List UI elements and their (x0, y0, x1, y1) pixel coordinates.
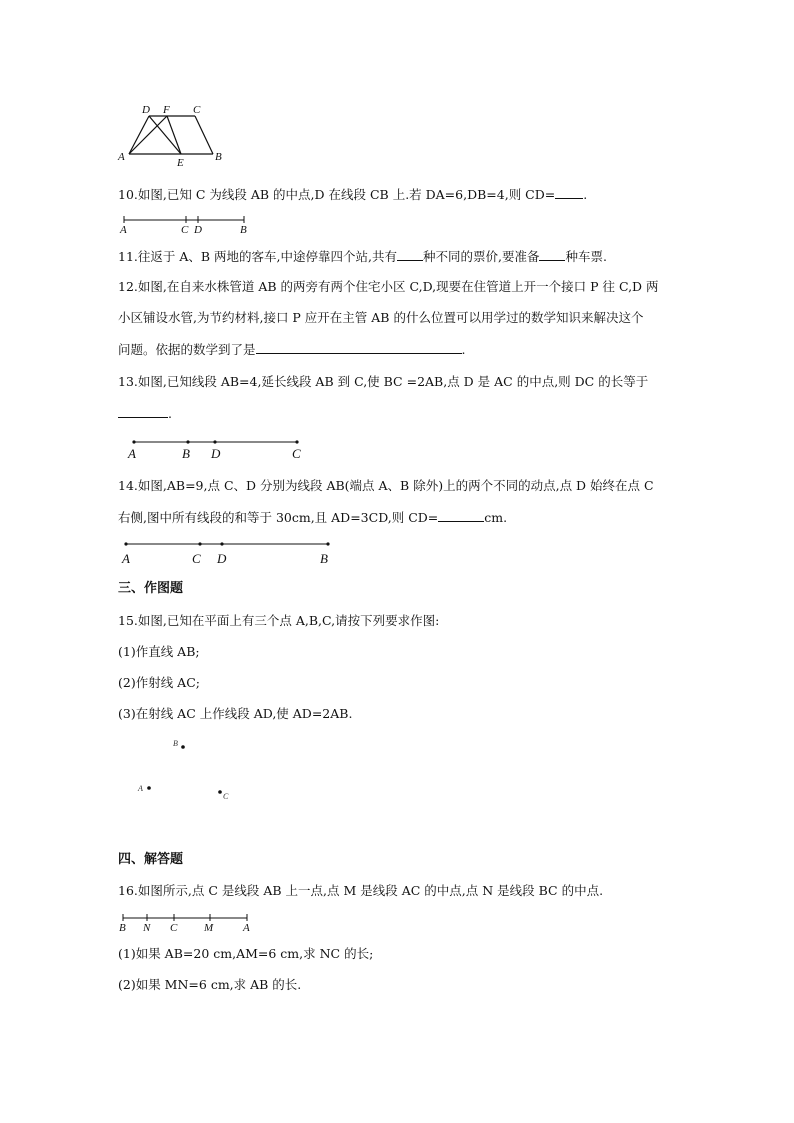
q14-line-figure (118, 536, 348, 568)
question-16-part2: (2)如果 MN=6 cm,求 AB 的长. (118, 977, 302, 992)
segment-af (129, 116, 167, 154)
question-10 (118, 186, 587, 203)
section-heading-drawing: 三、作图题 (118, 581, 184, 596)
point-c (295, 440, 298, 443)
label-a: A (118, 151, 125, 163)
label-f: F (163, 104, 170, 116)
label-d: D (217, 551, 227, 566)
question-13-line1: 13.如图,已知线段 AB=4,延长线段 AB 到 C,使 BC =2AB,点 D 是 AC 的中点,则 DC 的长等于 (118, 374, 649, 389)
question-11-part3: 种车票. (565, 249, 607, 264)
label-b: B (215, 151, 222, 163)
question-12-line3 (118, 341, 466, 358)
question-11 (118, 248, 607, 265)
point-c (218, 790, 222, 794)
point-d (220, 542, 223, 545)
question-16-line1: 16.如图所示,点 C 是线段 AB 上一点,点 M 是线段 AC 的中点,点 N 是线段 BC 的中点. (118, 883, 604, 898)
label-n: N (143, 922, 151, 934)
label-d: D (194, 224, 202, 236)
segment-bc (195, 116, 213, 154)
label-b: B (119, 922, 126, 934)
question-11-part1: 11.往返于 A、B 两地的客车,中途停靠四个站,共有 (118, 249, 397, 264)
segment-ad (129, 116, 149, 154)
point-a (124, 542, 127, 545)
label-b: B (240, 224, 247, 236)
question-15-line1: 15.如图,已知在平面上有三个点 A,B,C,请按下列要求作图: (118, 613, 440, 628)
question-13-line2 (118, 405, 172, 422)
answer-blank[interactable] (118, 405, 168, 418)
question-15-step3: (3)在射线 AC 上作线段 AD,使 AD=2AB. (118, 706, 353, 721)
segment-de (149, 116, 181, 154)
label-a: A (243, 922, 250, 934)
trapezoid-figure (115, 100, 235, 170)
question-16-part1: (1)如果 AB=20 cm,AM=6 cm,求 NC 的长; (118, 946, 374, 961)
question-12-text: 问题。依据的数学到了是 (118, 342, 256, 357)
question-14-tail: cm. (484, 510, 508, 525)
label-a: A (128, 446, 136, 461)
question-14-line1: 14.如图,AB=9,点 C、D 分别为线段 AB(端点 A、B 除外)上的两个不同的动点,点 D 始终在点 C (118, 478, 654, 493)
label-c: C (223, 792, 229, 801)
question-12-tail: . (461, 342, 466, 357)
q13-line-figure (124, 434, 314, 462)
point-c (198, 542, 201, 545)
label-c: C (181, 224, 189, 236)
question-10-tail: . (583, 187, 588, 202)
answer-blank[interactable] (256, 341, 462, 354)
label-d: D (211, 446, 221, 461)
question-15-step2: (2)作射线 AC; (118, 675, 200, 690)
label-a: A (122, 551, 130, 566)
question-11-part2: 种不同的票价,要准备 (423, 249, 540, 264)
label-c: C (292, 446, 301, 461)
answer-blank[interactable] (397, 248, 423, 261)
question-15-step1: (1)作直线 AB; (118, 644, 200, 659)
question-12-line2: 小区铺设水管,为节约材料,接口 P 应开在主管 AB 的什么位置可以用学过的数学知识来解决这个 (118, 310, 644, 325)
q15-points-figure (130, 734, 240, 808)
segment-fe (167, 116, 181, 154)
label-c: C (193, 104, 201, 116)
label-b: B (173, 739, 178, 748)
label-m: M (204, 922, 214, 934)
point-b (181, 745, 185, 749)
label-c: C (170, 922, 178, 934)
label-c: C (192, 551, 201, 566)
point-d (213, 440, 216, 443)
answer-blank[interactable] (438, 509, 484, 522)
label-e: E (177, 157, 184, 169)
question-12-line1: 12.如图,在自来水株管道 AB 的两旁有两个住宅小区 C,D,现要在住管道上开一个接口 P 往 C,D 两 (118, 279, 659, 294)
point-b (186, 440, 189, 443)
point-a (132, 440, 135, 443)
label-a: A (120, 224, 127, 236)
point-b (326, 542, 329, 545)
answer-blank[interactable] (555, 186, 583, 199)
q10-line-figure (118, 212, 258, 236)
label-b: B (182, 446, 190, 461)
label-b: B (320, 551, 328, 566)
point-a (147, 786, 151, 790)
label-a: A (138, 784, 143, 793)
question-14-line2 (118, 509, 507, 526)
q16-line-figure (118, 910, 258, 934)
question-10-text: 10.如图,已知 C 为线段 AB 的中点,D 在线段 CB 上.若 DA=6,DB=4,则 CD= (118, 187, 556, 202)
answer-blank[interactable] (539, 248, 565, 261)
question-13-tail: . (168, 406, 172, 421)
label-d: D (142, 104, 150, 116)
question-14-text: 右侧,图中所有线段的和等于 30cm,且 AD=3CD,则 CD= (118, 510, 439, 525)
section-heading-solutions: 四、解答题 (118, 852, 184, 867)
